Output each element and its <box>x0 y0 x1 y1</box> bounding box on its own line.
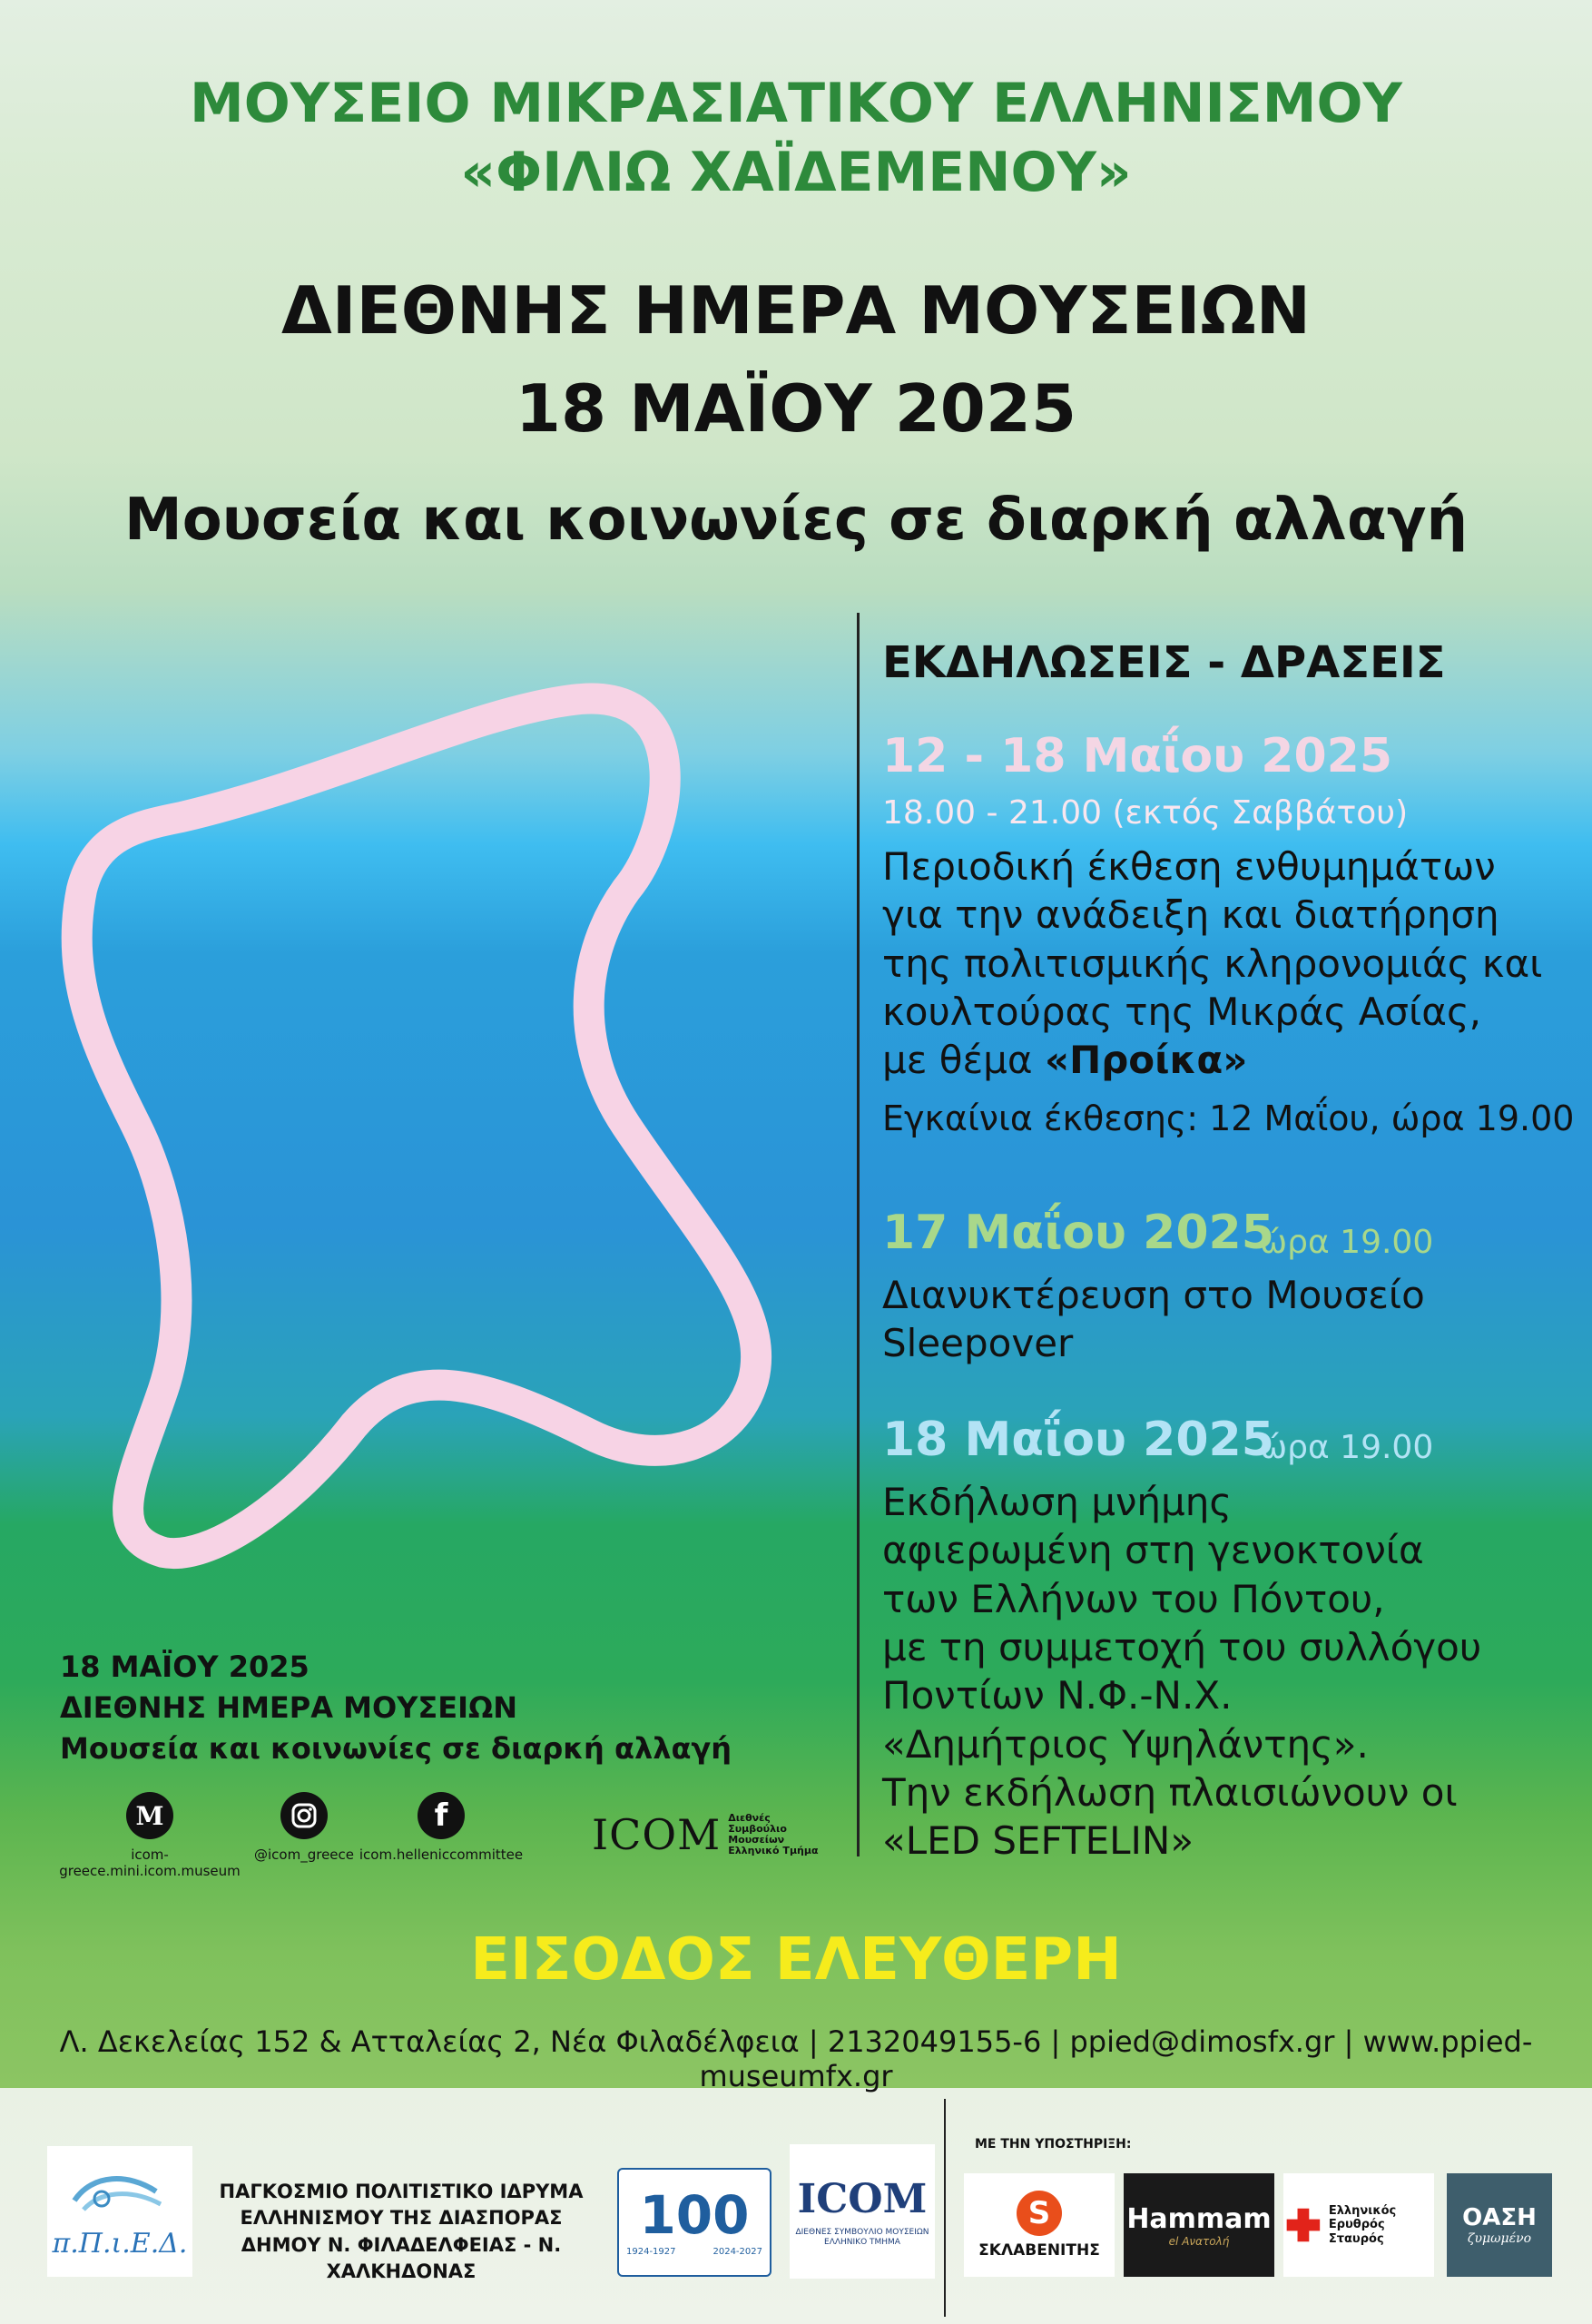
event1-time: 18.00 - 21.00 (εκτός Σαββάτου) <box>882 794 1409 832</box>
vertical-divider <box>857 613 860 1856</box>
event-date-title: 18 ΜΑΪΟΥ 2025 <box>515 370 1077 447</box>
social-museum[interactable] <box>54 1792 245 1879</box>
foundation-name: ΠΑΓΚΟΣΜΙΟ ΠΟΛΙΤΙΣΤΙΚΟ ΙΔΡΥΜΑ ΕΛΛΗΝΙΣΜΟΥ ΤΗΣ ΔΙΑΣΠΟΡΑΣ ΔΗΜΟΥ Ν. ΦΙΛΑΔΕΛΦΕΙΑΣ - Ν. ΧΑΛΚΗΔΟΝΑΣ <box>219 2181 584 2283</box>
icom-caption: Διεθνές Συμβούλιο Μουσείων Ελληνικό Τμήμα <box>728 1811 819 1857</box>
event-theme: Μουσεία και κοινωνίες σε διαρκή αλλαγή <box>124 487 1468 554</box>
sponsor-oasi: ΟΑΣΗ ζυμωμένο <box>1447 2173 1552 2277</box>
sponsor-hammam: Hammam el Ανατολή <box>1124 2173 1274 2277</box>
wave-icon <box>65 2164 174 2228</box>
sponsor-sklavenitis: S ΣΚΛΑΒΕΝΙΤΗΣ <box>964 2173 1115 2277</box>
icom-logo <box>592 1810 819 1859</box>
facebook-icon: f <box>418 1792 465 1839</box>
sponsor-redcross: Ελληνικός Ερυθρός Σταυρός <box>1283 2173 1434 2277</box>
left-info-block: 18 ΜΑΪΟΥ 2025 ΔΙΕΘΝΗΣ ΗΜΕΡΑ ΜΟΥΣΕΙΩΝ Μουσεία και κοινωνίες σε διαρκή αλλαγή <box>60 1649 732 1766</box>
museum-name-line2: «ΦΙΛΙΩ ΧΑΪΔΕΜΕΝΟΥ» <box>460 141 1132 204</box>
centenary-logo: 100 1924-1927 2024-2027 <box>617 2168 771 2277</box>
event1-description: Περιοδική έκθεση ενθυμημάτων για την ανάδειξη και διατήρηση της πολιτισμικής κληρονομιάς και κουλτούρας της Μικράς Ασίας, με θέμα «Προίκα» <box>882 844 1543 1083</box>
icom-wordmark: ICOM <box>592 1810 722 1859</box>
sklavenitis-icon: S <box>1017 2191 1062 2236</box>
museum-m-icon: M <box>126 1792 173 1839</box>
social-instagram[interactable] <box>245 1792 363 1863</box>
social-label-museum: icom-greece.mini.icom.museum <box>59 1846 241 1879</box>
social-label-instagram: @icom_greece <box>254 1846 354 1863</box>
event2-time: ώρα 19.00 <box>1260 1224 1434 1261</box>
free-entry: ΕΙΣΟΔΟΣ ΕΛΕΥΘΕΡΗ <box>470 1926 1122 1994</box>
social-facebook[interactable] <box>359 1792 523 1863</box>
contact-line: Λ. Δεκελείας 152 & Ατταλείας 2, Νέα Φιλαδέλφεια | 2132049155-6 | ppied@dimosfx.gr | www.ppied-museumfx.gr <box>59 2024 1533 2093</box>
ppied-logo: π.Π.ι.Ε.Δ. <box>47 2146 192 2277</box>
event3-description: Εκδήλωση μνήμης αφιερωμένη στη γενοκτονία των Ελλήνων του Πόντου, με τη συμμετοχή του συλλόγου Ποντίων Ν.Φ.-Ν.Χ. «Δημήτριος Υψηλάντης». Την εκδήλωση πλαισιώνουν οι «LED SEFTELIN» <box>882 1480 1482 1864</box>
support-label: ΜΕ ΤΗΝ ΥΠΟΣΤΗΡΙΞΗ: <box>975 2137 1132 2152</box>
museum-name-line1: ΜΟΥΣΕΙΟ ΜΙΚΡΑΣΙΑΤΙΚΟΥ ΕΛΛΗΝΙΣΜΟΥ <box>190 72 1402 135</box>
events-heading: ΕΚΔΗΛΩΣΕΙΣ - ΔΡΑΣΕΙΣ <box>882 637 1446 688</box>
event1-theme: «Προίκα» <box>1044 1038 1248 1083</box>
instagram-icon <box>280 1792 328 1839</box>
event1-opening: Εγκαίνια έκθεσης: 12 Μαΐου, ώρα 19.00 <box>882 1098 1575 1138</box>
footer-divider <box>944 2099 946 2317</box>
red-cross-icon <box>1283 2203 1323 2247</box>
event2-date: 17 Μαΐου 2025 <box>882 1206 1274 1260</box>
event-title: ΔΙΕΘΝΗΣ ΗΜΕΡΑ ΜΟΥΣΕΙΩΝ <box>281 272 1311 349</box>
event1-date: 12 - 18 Μαΐου 2025 <box>882 729 1393 783</box>
pink-outline-shape <box>45 654 862 1634</box>
event3-date: 18 Μαΐου 2025 <box>882 1413 1274 1467</box>
icom-greece-logo: ICOM ΔΙΕΘΝΕΣ ΣΥΜΒΟΥΛΙΟ ΜΟΥΣΕΙΩΝ ΕΛΛΗΝΙΚΟ ΤΜΗΜΑ <box>790 2144 935 2279</box>
event2-description: Διανυκτέρευση στο Μουσείο Sleepover <box>882 1273 1425 1366</box>
social-label-facebook: icom.helleniccommittee <box>359 1846 524 1863</box>
event3-time: ώρα 19.00 <box>1260 1429 1434 1466</box>
